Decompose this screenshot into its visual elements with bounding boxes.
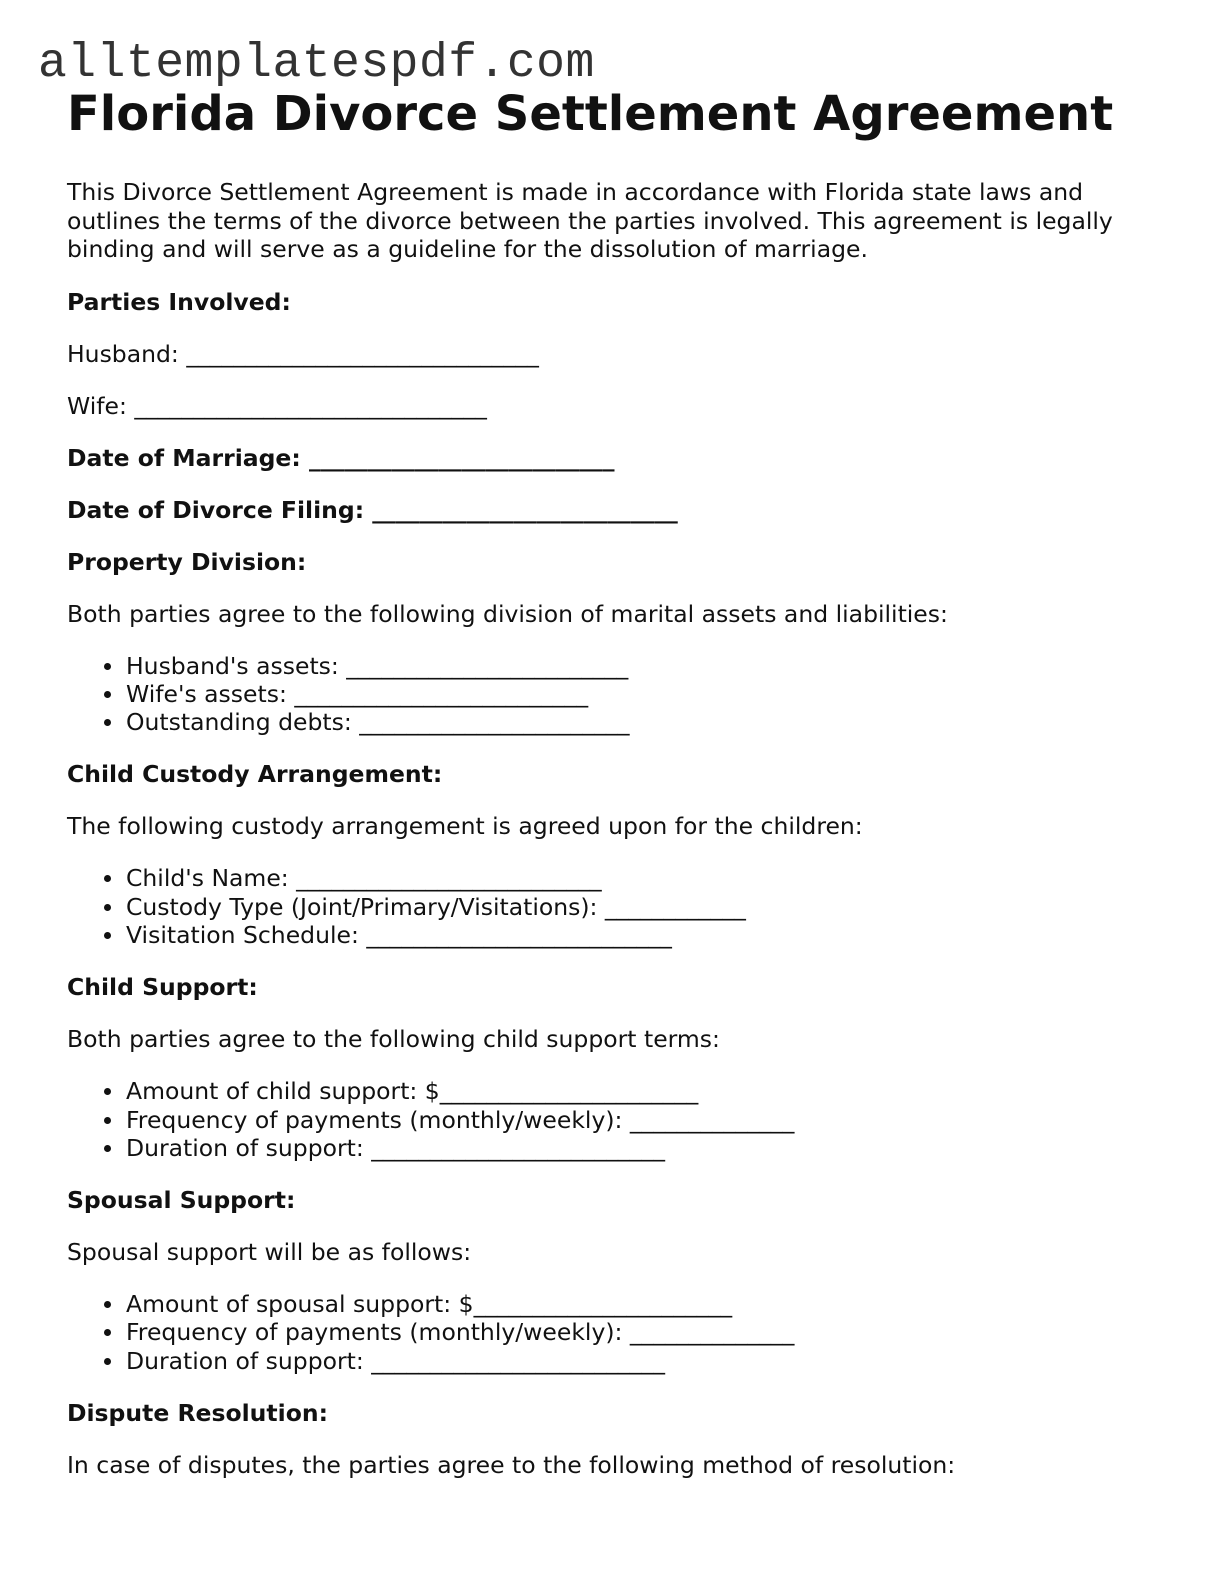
child-name-field[interactable]: Child's Name: __________________________ [126, 864, 1167, 892]
outstanding-debts-field[interactable]: Outstanding debts: _______________________ [126, 708, 1167, 736]
spousal-support-text: Spousal support will be as follows: [67, 1238, 472, 1267]
husband-field[interactable]: Husband: ______________________________ [67, 339, 539, 368]
child-support-duration-field[interactable]: Duration of support: _________________________ [126, 1134, 1167, 1162]
husband-assets-field[interactable]: Husband's assets: ________________________ [126, 652, 1167, 680]
document-title: Florida Divorce Settlement Agreement [67, 86, 1114, 142]
wife-field[interactable]: Wife: ______________________________ [67, 391, 487, 420]
spousal-support-list [67, 1290, 1167, 1375]
child-support-list [67, 1077, 1167, 1162]
custody-heading: Child Custody Arrangement: [67, 760, 443, 789]
custody-type-field[interactable]: Custody Type (Joint/Primary/Visitations): ____________ [126, 893, 1167, 921]
date-of-marriage-field[interactable]: Date of Marriage: __________________________ [67, 443, 615, 472]
property-list [67, 652, 1167, 737]
spousal-support-heading: Spousal Support: [67, 1186, 296, 1215]
custody-list [67, 864, 1167, 949]
child-support-text: Both parties agree to the following child support terms: [67, 1025, 720, 1054]
spousal-support-duration-field[interactable]: Duration of support: _________________________ [126, 1347, 1167, 1375]
visitation-schedule-field[interactable]: Visitation Schedule: __________________________ [126, 921, 1167, 949]
intro-paragraph: This Divorce Settlement Agreement is made in accordance with Florida state laws and outlines the terms of the divorce between the parties involved. This agreement is legally binding and will serve as a guideline for the dissolution of marriage. [67, 178, 1113, 263]
property-text: Both parties agree to the following division of marital assets and liabilities: [67, 599, 948, 628]
dispute-text: In case of disputes, the parties agree to the following method of resolution: [67, 1451, 956, 1480]
child-support-heading: Child Support: [67, 973, 258, 1002]
dispute-heading: Dispute Resolution: [67, 1399, 328, 1428]
property-heading: Property Division: [67, 547, 307, 576]
spousal-support-amount-field[interactable]: Amount of spousal support: $______________________ [126, 1290, 1167, 1318]
child-support-frequency-field[interactable]: Frequency of payments (monthly/weekly): ______________ [126, 1106, 1167, 1134]
parties-heading: Parties Involved: [67, 287, 291, 316]
site-watermark: alltemplatespdf.com [38, 37, 595, 91]
date-of-filing-field[interactable]: Date of Divorce Filing: __________________________ [67, 495, 678, 524]
wife-assets-field[interactable]: Wife's assets: _________________________ [126, 680, 1167, 708]
child-support-amount-field[interactable]: Amount of child support: $______________________ [126, 1077, 1167, 1105]
custody-text: The following custody arrangement is agreed upon for the children: [67, 812, 863, 841]
spousal-support-frequency-field[interactable]: Frequency of payments (monthly/weekly): ______________ [126, 1318, 1167, 1346]
document-page [67, 82, 1167, 1503]
